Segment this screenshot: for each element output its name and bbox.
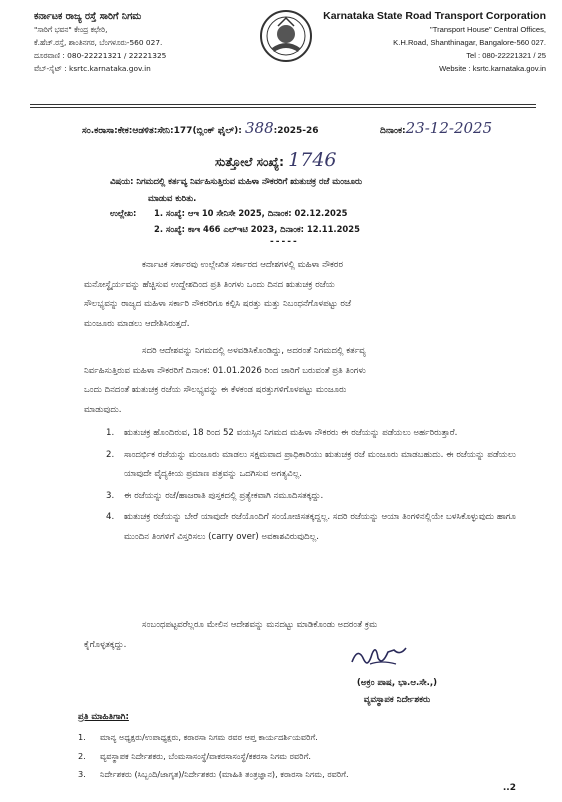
address-line-1-english: "Transport House" Central Offices, <box>430 25 546 34</box>
copy-to-list <box>78 728 518 784</box>
website-english: Website : ksrtc.karnataka.gov.in <box>439 64 546 73</box>
copy-number: 1. <box>78 732 86 742</box>
copy-to-item <box>78 728 518 747</box>
org-name-kannada: ಕರ್ನಾಟಕ ರಾಜ್ಯ ರಸ್ತೆ ಸಾರಿಗೆ ನಿಗಮ <box>34 11 142 22</box>
para2-line-1: ಸದರಿ ಆದೇಶವನ್ನು ನಿಗಮದಲ್ಲಿ ಅಳವಡಿಸಿಕೊಂಡಿದ್ದು, ಅದರಂತೆ ನಿಗಮದಲ್ಲಿ ಕರ್ತವ್ಯ <box>142 346 366 356</box>
references <box>110 205 360 237</box>
date-handwritten: 23-12-2025 <box>405 119 493 137</box>
condition-text: ಋತುಚಕ್ರ ರಜೆಯನ್ನು ಬೇರೆ ಯಾವುದೇ ರಜೆಯೊಂದಿಗೆ ಸಂಯೋಜಿಸತಕ್ಕದ್ದಲ್ಲ. ಸದರಿ ರಜೆಯನ್ನು ಆಯಾ ತಿಂಗಳಿನಲ್ಲಿಯೇ ಬಳಸಿಕೊಳ್ಳುವುದು ಹಾಗೂ ಮುಂದಿನ ತಿಂಗಳಿಗೆ ವಿಸ್ತರಿಸಲು (carry over) ಅವಕಾಶವಿರುವುದಿಲ್ಲ. <box>124 512 516 542</box>
condition-item <box>106 487 516 507</box>
condition-number: 4. <box>106 512 115 522</box>
para3-line-1: ಸಂಬಂಧಪಟ್ಟವರೆಲ್ಲರೂ ಮೇಲಿನ ಆದೇಶವನ್ನು ಮನದಟ್ಟು ಮಾಡಿಕೊಂಡು ಅದರಂತೆ ಕ್ರಮ <box>142 620 378 630</box>
reference-prefix: ಸಂ.ಕರಾಸಾ:ಕೇಕ:ಆಡಳಿತ:ಸೇನಿ:177(ಬ್ಲಿಂಕ್ ಫೈಲ್): <box>82 126 242 136</box>
circular-number <box>215 149 337 171</box>
para3-line-2: ಕೈಗೊಳ್ಳತಕ್ಕದ್ದು. <box>84 639 127 650</box>
references-label: ಉಲ್ಲೇಖ: <box>110 208 137 218</box>
para2-line-4: ಮಾಡುವುದು. <box>84 404 122 415</box>
subject-line-1: ನಿಗಮದಲ್ಲಿ ಕರ್ತವ್ಯ ನಿರ್ವಹಿಸುತ್ತಿರುವ ಮಹಿಳಾ ನೌಕರರಿಗೆ ಋತುಚಕ್ರ ರಜೆ ಮಂಜೂರು <box>136 176 363 186</box>
subject-label: ವಿಷಯ: <box>110 176 134 186</box>
para1-line-1: ಕರ್ನಾಟಕ ಸರ್ಕಾರವು ಉಲ್ಲೇಖಿತ ಸರ್ಕಾರದ ಆದೇಶಗಳಲ್ಲಿ ಮಹಿಳಾ ನೌಕರರ <box>142 260 344 270</box>
copy-text: ಮಾನ್ಯ ಅಧ್ಯಕ್ಷರು/ಉಪಾಧ್ಯಕ್ಷರು, ಕರಾರಸಾ ನಿಗಮ ರವರ ಆಪ್ತ ಕಾರ್ಯದರ್ಶಿಯವರಿಗೆ. <box>100 732 318 742</box>
website-kannada: ವೆಬ್-ಸೈಟ್ : ksrtc.karnataka.gov.in <box>34 64 151 73</box>
phone-kannada: ದೂರವಾಣಿ : 080-22221321 / 22221325 <box>34 51 167 60</box>
signatory-name: (ಅಕ್ರಂ ಪಾಷ, ಭಾ.ಆ.ಸೇ.,) <box>356 678 438 688</box>
condition-text: ಋತುಚಕ್ರ ಹೊಂದಿರುವ, 18 ರಿಂದ 52 ವಯಸ್ಸಿನ ನಿಗಮದ ಮಹಿಳಾ ನೌಕರರು ಈ ರಜೆಯನ್ನು ಪಡೆಯಲು ಅರ್ಹರಿರುತ್ತಾರೆ. <box>124 428 458 438</box>
copy-text: ವ್ಯವಸ್ಥಾಪಕ ನಿರ್ದೇಶಕರು, ಬೆಂಮಸಾಸಂಸ್ಥೆ/ವಾಕರಸಾಸಂಸ್ಥೆ/ಕಕರಸಾ ನಿಗಮ ರವರಿಗೆ. <box>100 750 311 761</box>
condition-item <box>106 424 516 444</box>
header-divider-2 <box>30 107 536 108</box>
address-line-2-kannada: ಕೆ.ಹೆಚ್.ರಸ್ತೆ, ಶಾಂತಿನಗರ, ಬೆಂಗಳೂರು-560 027. <box>34 38 163 47</box>
para1-line-3: ಸೌಲಭ್ಯವನ್ನು ರಾಜ್ಯದ ಮಹಿಳಾ ಸರ್ಕಾರಿ ನೌಕರರಿಗೂ ಕಲ್ಪಿಸಿ ಷರತ್ತು ಮತ್ತು ನಿಬಂಧನೆಗೊಳಪಟ್ಟು ರಜೆ <box>84 299 352 309</box>
reference-number <box>82 119 319 137</box>
condition-item <box>106 508 516 547</box>
reference-2: 2. ಸಂಖ್ಯೆ: ಕಾಇ 466 ಎಲ್ಇಟಿ 2023, ದಿನಾಂಕ: 12.11.2025 <box>154 224 360 234</box>
reference-handwritten-number: 388 <box>245 119 274 137</box>
circular-handwritten-number: 1746 <box>288 149 337 171</box>
copy-to-item <box>78 747 518 766</box>
header-english <box>306 10 546 75</box>
para2-line-3: ಒಂದು ದಿನದಂತೆ ಋತುಚಕ್ರ ರಜೆಯ ಸೌಲಭ್ಯವನ್ನು ಈ ಕೆಳಕಂಡ ಷರತ್ತುಗಳಿಗೊಳಪಟ್ಟು ಮಂಜೂರು <box>84 385 347 395</box>
date <box>380 119 492 137</box>
paragraph-3 <box>84 616 516 655</box>
phone-english: Tel : 080-22221321 / 25 <box>466 51 546 60</box>
circular-label: ಸುತ್ತೋಲೆ ಸಂಖ್ಯೆ: <box>215 155 284 169</box>
reference-year: :2025-26 <box>273 126 319 136</box>
paragraph-1 <box>84 256 516 334</box>
copy-number: 2. <box>78 750 86 761</box>
date-label: ದಿನಾಂಕ: <box>380 126 406 136</box>
condition-number: 1. <box>106 428 115 438</box>
reference-1: 1. ಸಂಖ್ಯೆ: ಆಇ 10 ಸೇನಿಸೇ 2025, ದಿನಾಂಕ: 02.12.2025 <box>154 208 348 218</box>
copy-text: ನಿರ್ದೇಶಕರು (ಸಿಬ್ಬಂದಿ/ಜಾಗೃತ)/ನಿರ್ದೇಶಕರು (ಮಾಹಿತಿ ತಂತ್ರಜ್ಞಾನ), ಕರಾರಸಾ ನಿಗಮ, ರವರಿಗೆ. <box>100 769 349 779</box>
address-line-1-kannada: "ಸಾರಿಗೆ ಭವನ" ಕೇಂದ್ರ ಕಛೇರಿ, <box>34 25 108 34</box>
para1-line-4: ಮಂಜೂರು ಮಾಡಲು ಆದೇಶಿಸಿರುತ್ತದೆ. <box>84 318 190 329</box>
copy-number: 3. <box>78 769 86 779</box>
para1-line-2: ಮನೋಸ್ಥೈರ್ಯವನ್ನು ಹೆಚ್ಚಿಸುವ ಉದ್ದೇಶದಿಂದ ಪ್ರತಿ ತಿಂಗಳು ಒಂದು ದಿನದ ಋತುಚಕ್ರ ರಜೆಯ <box>84 279 335 290</box>
condition-number: 3. <box>106 490 115 501</box>
address-line-2-english: K.H.Road, Shanthinagar, Bangalore-560 027. <box>393 38 546 47</box>
handwritten-signature <box>348 642 418 670</box>
condition-text: ಈ ರಜೆಯನ್ನು ರಜೆ/ಹಾಜರಾತಿ ಪುಸ್ತಕದಲ್ಲಿ ಪ್ರತ್ಯೇಕವಾಗಿ ನಮೂದಿಸತಕ್ಕದ್ದು. <box>124 490 324 501</box>
header-kannada <box>34 10 234 75</box>
signatory <box>322 675 472 709</box>
subject <box>110 173 510 207</box>
copy-to-heading: ಪ್ರತಿ ಮಾಹಿತಿಗಾಗಿ: <box>78 712 129 722</box>
condition-text: ಸಾಂದರ್ಭಿಕ ರಜೆಯನ್ನು ಮಂಜೂರು ಮಾಡಲು ಸಕ್ಷಮವಾದ ಪ್ರಾಧಿಕಾರಿಯು ಋತುಚಕ್ರ ರಜೆ ಮಂಜೂರು ಮಾಡಬಹುದು. ಈ ರಜೆಯನ್ನು ಪಡೆಯಲು ಯಾವುದೇ ವೈದ್ಯಕೀಯ ಪ್ರಮಾಣ ಪತ್ರವನ್ನು ಒದಗಿಸುವ ಅಗತ್ಯವಿಲ್ಲ. <box>124 449 516 479</box>
paragraph-2 <box>84 342 516 420</box>
separator: ----- <box>270 237 299 247</box>
para2-line-2: ನಿರ್ವಹಿಸುತ್ತಿರುವ ಮಹಿಳಾ ನೌಕರರಿಗೆ ದಿನಾಂಕ: 01.01.2026 ರಿಂದ ಜಾರಿಗೆ ಬರುವಂತೆ ಪ್ರತಿ ತಿಂಗಳು <box>84 365 366 376</box>
page-number: ..2 <box>502 783 516 793</box>
header-divider <box>30 104 536 105</box>
subject-line-2: ಮಾಡುವ ಕುರಿತು. <box>148 193 197 203</box>
org-name-english: Karnataka State Road Transport Corporation <box>323 10 546 22</box>
conditions-list <box>106 424 516 549</box>
condition-number: 2. <box>106 449 115 460</box>
condition-item <box>106 446 516 485</box>
copy-to-item <box>78 765 518 784</box>
signatory-designation: ವ್ಯವಸ್ಥಾಪಕ ನಿರ್ದೇಶಕರು <box>363 695 431 705</box>
